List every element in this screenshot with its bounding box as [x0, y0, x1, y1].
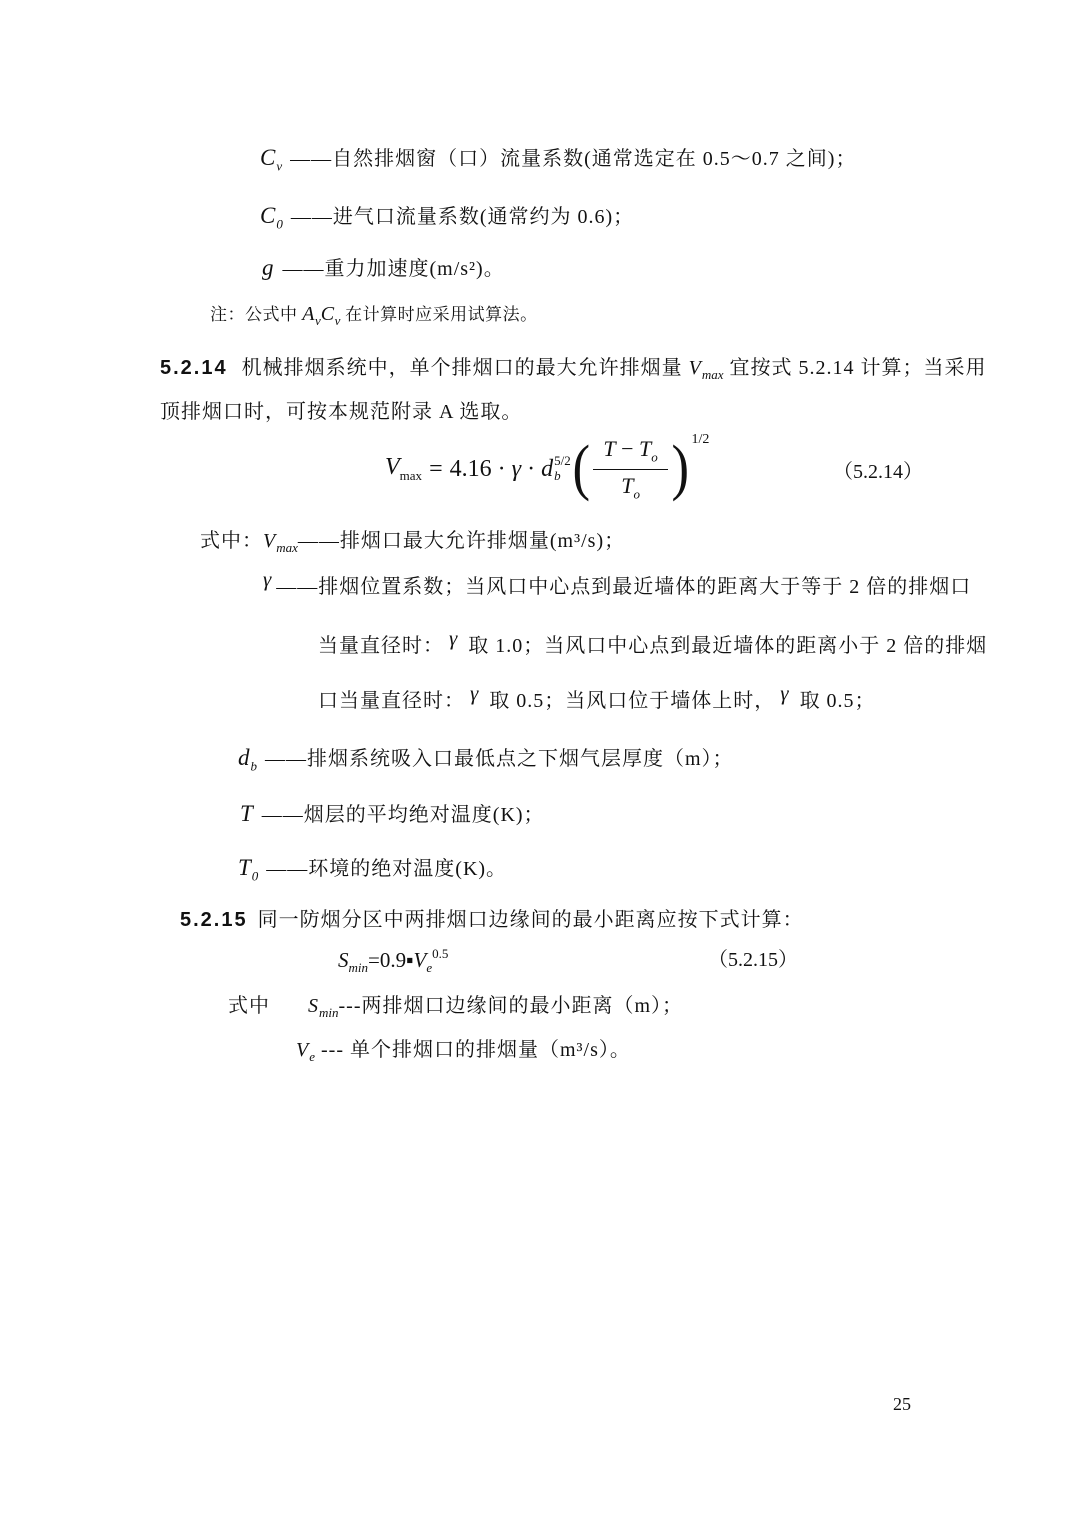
clause-5-2-14-line2: [160, 398, 522, 426]
var-vmax-inline: $V_{max}$: [688, 357, 724, 382]
var-gamma: γ: [263, 567, 272, 591]
open-paren: (: [572, 434, 590, 503]
formula-5-2-14-label: [833, 458, 923, 486]
definition-cv: [260, 142, 856, 176]
where-prefix: 式中: [228, 995, 270, 1017]
gamma-line3-text1: 口当量直径时：: [318, 690, 465, 712]
multiply-dot: ·: [497, 455, 506, 482]
fraction: [593, 436, 667, 502]
definition-cv-text: ——自然排烟窗（口）流量系数(通常选定在 0.5～0.7 之间)；: [290, 148, 857, 170]
page-number-value: 25: [893, 1394, 911, 1414]
clause-number: 5.2.14: [160, 357, 228, 379]
exponent: 1/2: [691, 432, 710, 447]
var-t: T: [240, 801, 254, 826]
formula-number: （5.2.14）: [833, 461, 923, 483]
where-db-text: ——排烟系统吸入口最低点之下烟气层厚度（m）；: [265, 748, 734, 770]
clause-text-cont: 宜按式 5.2.14 计算；当采用: [723, 357, 987, 379]
note-suffix: 在计算时应采用试算法。: [340, 305, 538, 324]
clause-5-2-15: [180, 906, 804, 934]
clause-text: 机械排烟系统中，单个排烟口的最大允许排烟量: [241, 357, 689, 379]
var-gamma: γ: [470, 681, 479, 705]
multiply-dot: ·: [527, 455, 536, 482]
page-number: [893, 1392, 911, 1417]
var-cv-note: $C_v$: [320, 303, 341, 328]
where-ve: [296, 1036, 631, 1066]
where-smin: [228, 992, 683, 1022]
var-d: d: [541, 455, 554, 482]
var-cv: $C_v$: [260, 145, 283, 174]
where-gamma-line3: [318, 681, 876, 715]
equals-sign: =: [429, 455, 443, 482]
gamma-line2-text1: 当量直径时：: [318, 635, 444, 657]
gamma-line3-text3: 取 0.5；: [793, 690, 876, 712]
var-smin: $S_{min}$: [308, 995, 339, 1020]
var-db: $d_b$: [238, 745, 257, 774]
var-gamma: γ: [511, 455, 522, 482]
where-t: [240, 798, 545, 830]
gamma-line3-text2: 取 0.5；当风口位于墙体上时，: [483, 690, 776, 712]
var-ve: $V_e$: [296, 1039, 315, 1064]
where-t0: [238, 852, 507, 886]
var-vmax: $V_{max}$: [263, 530, 298, 555]
d-sub-sup: 5/2 b: [554, 453, 571, 483]
var-c0: $C_0$: [260, 203, 283, 232]
where-gamma-line2: [318, 626, 988, 660]
gamma-line2-text2: 取 1.0；当风口中心点到最近墙体的距离小于 2 倍的排烟: [462, 635, 988, 657]
close-paren: ): [671, 434, 689, 503]
fraction-denominator: $T_o$: [621, 472, 640, 501]
where-gamma-line1: [258, 567, 972, 601]
var-av: $A_v$: [302, 303, 321, 328]
var-gamma: γ: [780, 681, 789, 705]
note-prefix: 注：公式中: [210, 305, 303, 324]
where-vmax-text: ——排烟口最大允许排烟量(m³/s)；: [297, 530, 626, 552]
formula-lhs: $V_{max}$: [385, 454, 423, 483]
note: [210, 300, 538, 330]
clause-5-2-14-line1: [160, 354, 987, 384]
where-smin-text: ---两排烟口边缘间的最小距离（m）；: [338, 995, 684, 1017]
formula-mid: =0.9▪: [368, 948, 414, 972]
var-ve: V: [413, 948, 427, 972]
var-gamma: γ: [449, 626, 458, 650]
clause-number: 5.2.15: [180, 909, 248, 931]
definition-g: [262, 252, 505, 284]
formula-number: （5.2.15）: [708, 949, 798, 971]
var-s: S: [338, 948, 349, 972]
definition-g-text: ——重力加速度(m/s²)。: [282, 258, 505, 280]
definition-c0-text: ——进气口流量系数(通常约为 0.6)；: [290, 206, 635, 228]
definition-c0: [260, 200, 634, 234]
clause-text-line2: 顶排烟口时，可按本规范附录 A 选取。: [160, 401, 523, 423]
var-g: g: [262, 255, 275, 280]
where-t0-text: ——环境的绝对温度(K)。: [266, 858, 508, 880]
formula-5-2-14: [385, 432, 710, 503]
formula-5-2-15-label: [708, 946, 798, 974]
where-gamma-text: ——排烟位置系数；当风口中心点到最近墙体的距离大于等于 2 倍的排烟口: [276, 576, 972, 598]
where-db: [238, 742, 734, 776]
formula-5-2-15: $S_{min}=0.9▪V_e^{0.5}$: [338, 946, 449, 976]
clause-5-2-15-text: 同一防烟分区中两排烟口边缘间的最小距离应按下式计算：: [257, 909, 804, 931]
where-prefix: 式中：: [200, 530, 263, 552]
where-ve-text: --- 单个排烟口的排烟量（m³/s）。: [315, 1039, 631, 1061]
where-vmax: [200, 527, 625, 557]
coefficient: 4.16: [449, 455, 492, 482]
where-t-text: ——烟层的平均绝对温度(K)；: [261, 804, 545, 826]
fraction-numerator: $T - T_o$: [593, 436, 667, 469]
var-t0: $T_0$: [238, 855, 259, 884]
